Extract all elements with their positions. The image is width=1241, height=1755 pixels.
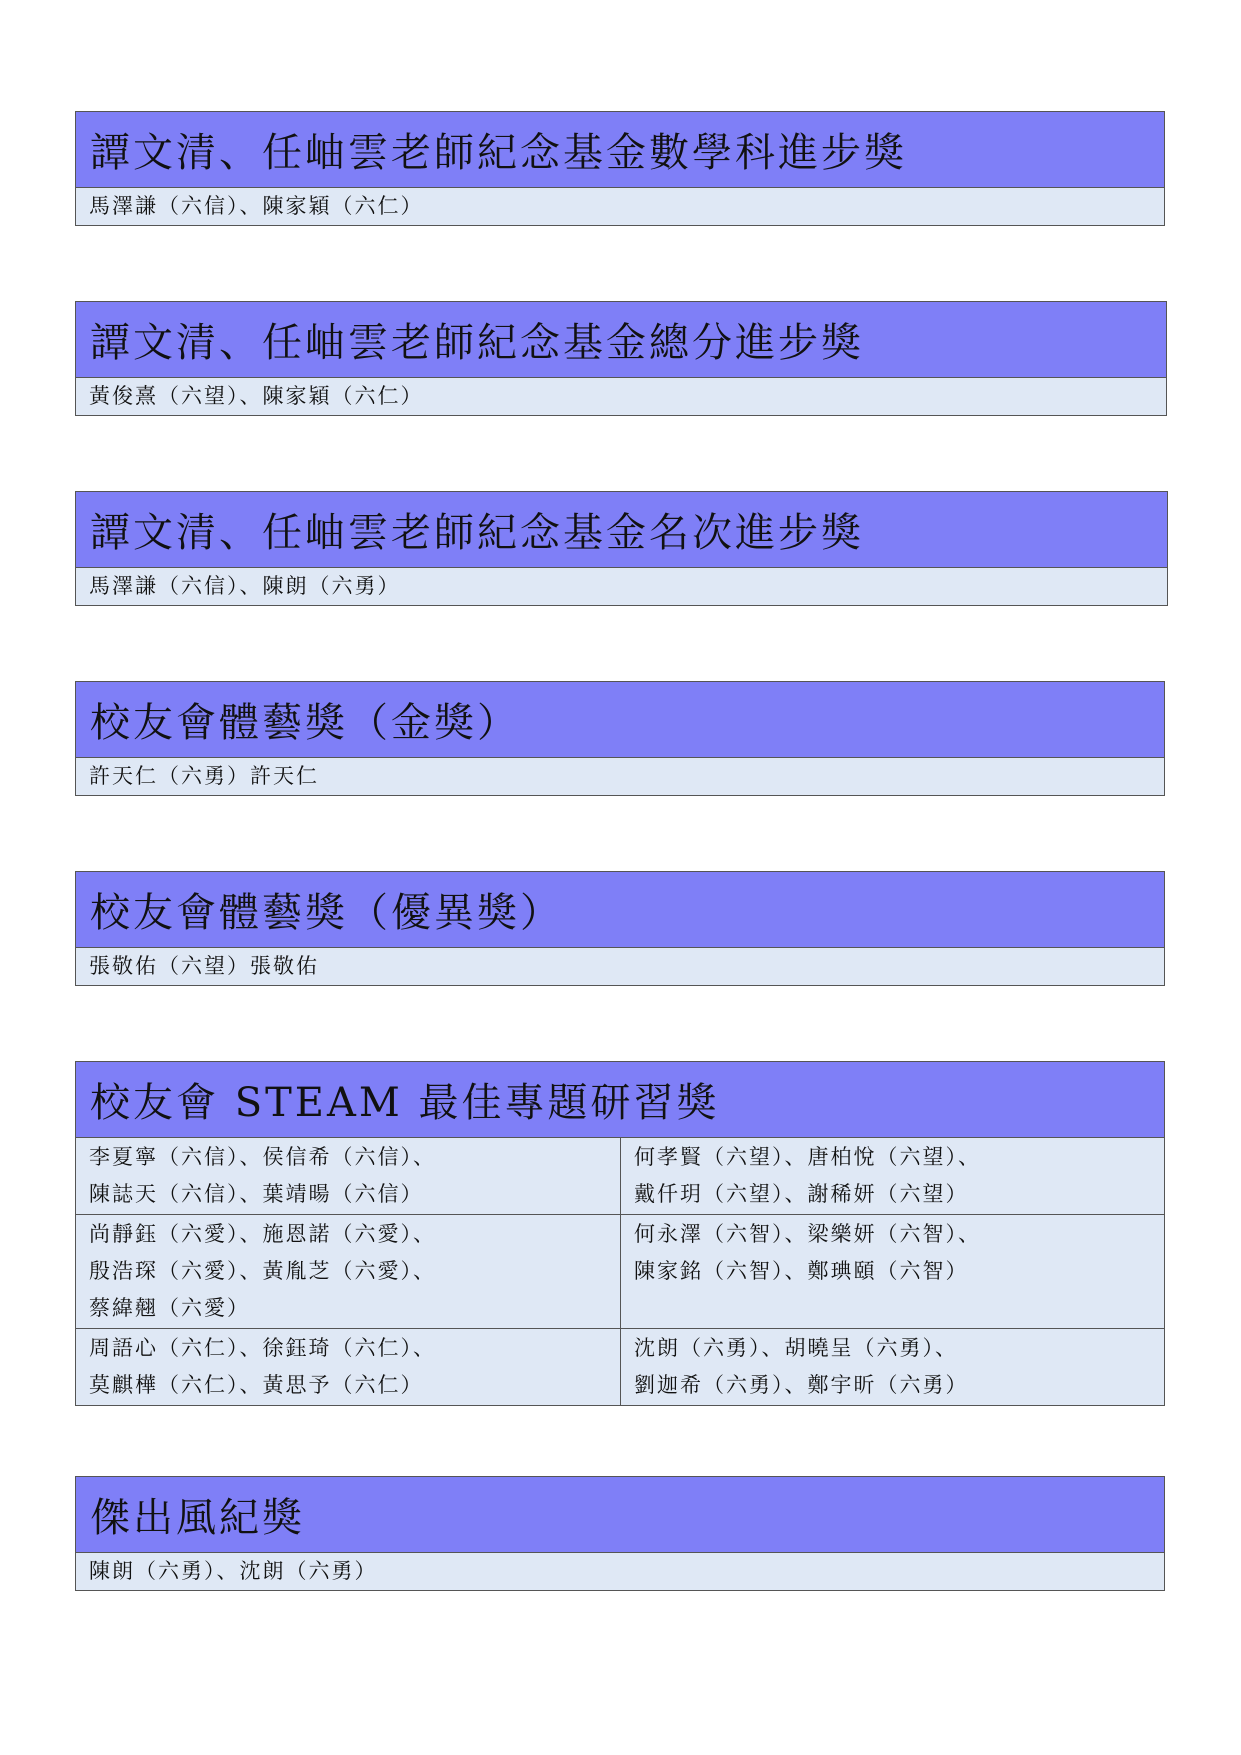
award-title: 校友會體藝獎（優異獎）: [76, 872, 1164, 948]
steam-cell-left: [76, 1138, 620, 1214]
award-math-progress: [75, 111, 1165, 226]
award-winners: 許天仁（六勇）許天仁: [76, 758, 1164, 795]
award-winners: 陳朗（六勇）、沈朗（六勇）: [76, 1553, 1164, 1590]
award-rank-progress: [75, 491, 1168, 606]
steam-cell-right: [620, 1138, 1164, 1214]
steam-winners-grid: [76, 1138, 1164, 1405]
award-title: 傑出風紀獎: [76, 1477, 1164, 1553]
winner-line: 戴仟玥（六望）、謝稀妍（六望）: [634, 1182, 969, 1206]
award-winners: 馬澤謙（六信）、陳朗（六勇）: [76, 568, 1167, 605]
steam-cell-right: [620, 1215, 1164, 1328]
award-winners: 黃俊熹（六望）、陳家穎（六仁）: [76, 378, 1166, 415]
award-winners: 馬澤謙（六信）、陳家穎（六仁）: [76, 188, 1164, 225]
steam-row: [76, 1328, 1164, 1405]
winner-line: 何孝賢（六望）、唐柏悅（六望）、: [634, 1145, 981, 1169]
award-discipline: [75, 1476, 1165, 1591]
winner-line: 蔡緯翹（六愛）: [89, 1296, 250, 1320]
award-sports-arts-gold: [75, 681, 1165, 796]
award-title: 譚文清、任岫雲老師紀念基金名次進步獎: [76, 492, 1167, 568]
award-title: 校友會體藝獎（金獎）: [76, 682, 1164, 758]
award-title: 校友會 STEAM 最佳專題研習獎: [76, 1062, 1164, 1138]
award-title: 譚文清、任岫雲老師紀念基金總分進步獎: [76, 302, 1166, 378]
winner-line: 周語心（六仁）、徐鈺琦（六仁）、: [89, 1336, 436, 1360]
steam-cell-right: [620, 1329, 1164, 1405]
steam-row: [76, 1214, 1164, 1328]
award-steam: [75, 1061, 1165, 1406]
winner-line: 何永澤（六智）、梁樂妍（六智）、: [634, 1222, 981, 1246]
award-sports-arts-merit: [75, 871, 1165, 986]
winner-line: 尚靜鈺（六愛）、施恩諾（六愛）、: [89, 1222, 436, 1246]
winner-line: 沈朗（六勇）、胡曉呈（六勇）、: [634, 1336, 958, 1360]
steam-cell-left: [76, 1329, 620, 1405]
winner-line: 劉迦希（六勇）、鄭宇昕（六勇）: [634, 1373, 969, 1397]
award-title: 譚文清、任岫雲老師紀念基金數學科進步獎: [76, 112, 1164, 188]
winner-line: 陳家銘（六智）、鄭琠頤（六智）: [634, 1259, 969, 1283]
award-winners: 張敬佑（六望）張敬佑: [76, 948, 1164, 985]
winner-line: 李夏寧（六信）、侯信希（六信）、: [89, 1145, 436, 1169]
steam-row: [76, 1138, 1164, 1214]
award-total-progress: [75, 301, 1167, 416]
steam-cell-left: [76, 1215, 620, 1328]
winner-line: 陳誌天（六信）、葉靖暘（六信）: [89, 1182, 424, 1206]
winner-line: 莫麒樺（六仁）、黃思予（六仁）: [89, 1373, 424, 1397]
winner-line: 殷浩琛（六愛）、黃胤芝（六愛）、: [89, 1259, 436, 1283]
